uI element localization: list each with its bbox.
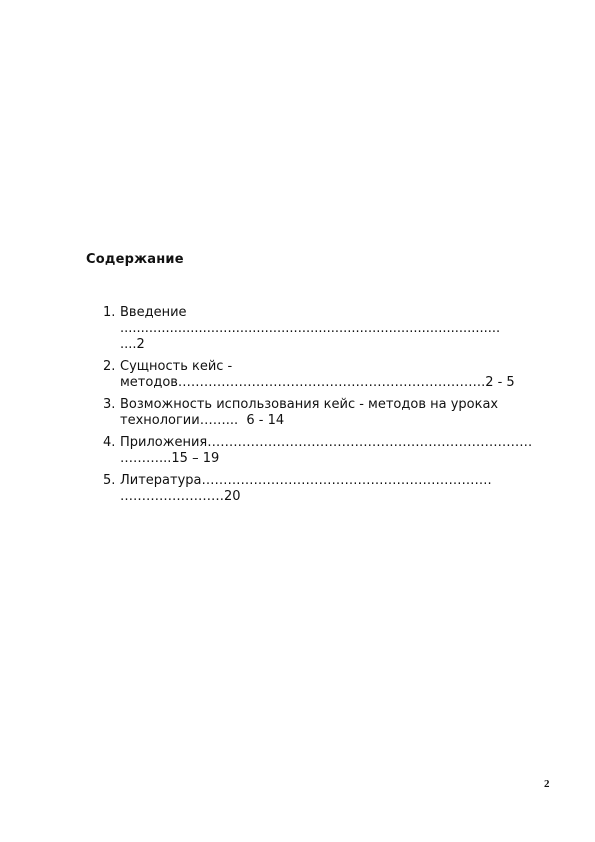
toc-item-line: ....2 — [120, 337, 145, 352]
toc-heading: Содержание — [86, 252, 184, 267]
toc-item-text — [120, 359, 558, 391]
toc-item-line: Введение — [120, 305, 187, 320]
toc-item-text — [120, 435, 558, 467]
toc-item-line: ............................................................................................ — [120, 321, 501, 336]
toc-item-line: Литература…………………………………………………………. — [120, 473, 492, 488]
toc-item-text — [120, 473, 558, 505]
toc-item-line: ……………………20 — [120, 489, 241, 504]
toc-item-literature — [103, 473, 558, 505]
page-number: 2 — [544, 778, 550, 790]
toc-item-line: Сущность кейс - — [120, 359, 233, 374]
toc-item-introduction — [103, 305, 558, 353]
toc-item-line: Возможность использования кейс - методов на уроках — [120, 397, 499, 412]
toc-item-line: ………...15 – 19 — [120, 451, 220, 466]
toc-item-line: методов……………………………………………………………..2 - 5 — [120, 375, 515, 390]
toc-item-number: 5. — [103, 473, 116, 488]
toc-item-text — [120, 305, 558, 353]
toc-item-line: технологии……... 6 - 14 — [120, 413, 285, 428]
toc-item-text — [120, 397, 558, 429]
toc-item-appendices — [103, 435, 558, 467]
toc-item-number: 4. — [103, 435, 116, 450]
toc-item-number: 3. — [103, 397, 116, 412]
table-of-contents — [103, 305, 558, 511]
toc-item-number: 2. — [103, 359, 116, 374]
toc-item-number: 1. — [103, 305, 116, 320]
toc-item-possibility — [103, 397, 558, 429]
toc-item-case-methods — [103, 359, 558, 391]
toc-item-line: Приложения………………………………………………………………… — [120, 435, 533, 450]
